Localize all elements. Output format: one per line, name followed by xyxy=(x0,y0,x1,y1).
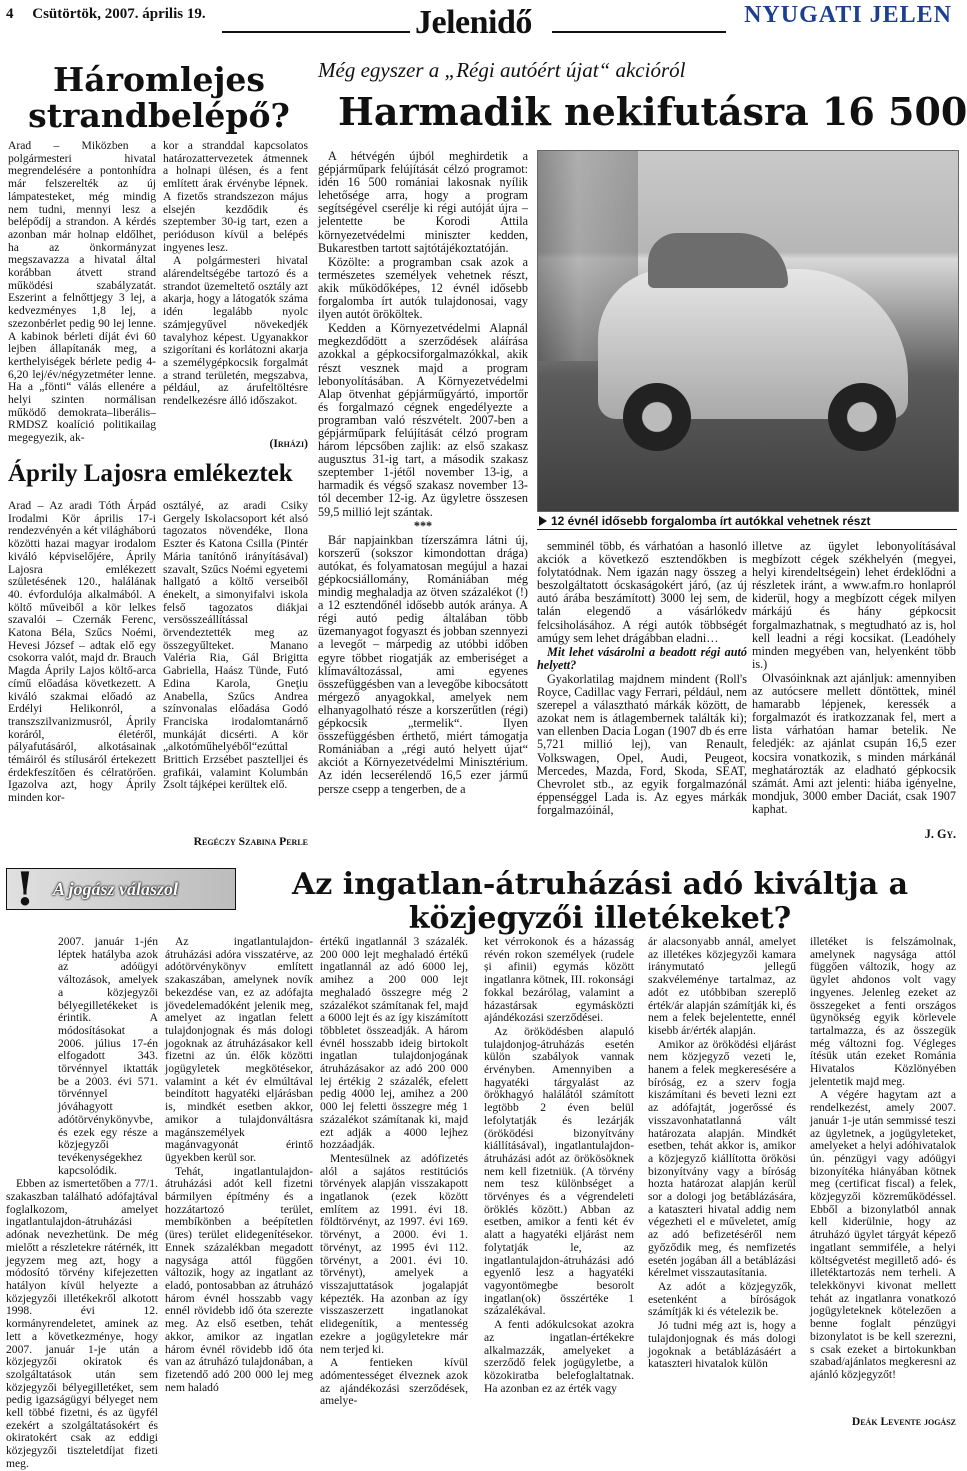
strand-byline: (Irházi) xyxy=(269,437,308,450)
ingatlan-paragraph: Ebben az ismertetőben a 77/1. szakaszban található adófajtával foglalkozom, amelyet ingatlantulajdon-átruházási adónak nevezhetünk. De még mielőtt a részletekre rátérnék, itt jegyzem meg azt, hogy a módosító törvény kifejezetten hatályon kívül helyezte a közjegyzői illetékekről alkotott 1998. évi 12. kormányrendeletet, aminek az lett a következménye, hogy 2007. január 1-je után a közjegyzői okiratok és szolgáltatások után sem közjegyzői bélyegilletéket, sem pedig igazságügyi bélyeget nem kell többé fizetni, és az ügyfél ezekért a szolgáltatásokért és okiratokért csak az eddigi közjegyzői tiszteletdíjat fizeti meg. xyxy=(6,1177,158,1470)
ingatlan-paragraph: A fenti adókulcsokat azokra az ingatlan-értékekre alkalmazzák, amelyeket a szerződő felek jogügyletbe, a közokiratba belefoglaltatnak. Ha azonban ez az érték vagy xyxy=(484,1318,634,1395)
ingatlan-paragraph: A végére hagytam azt a rendelkezést, amely 2007. január 1-je után semmissé teszi az ügyletnek, a jogügyleteket, amelyeket a helyi adóhivatalok ún. pénzügyi vagy adóügyi bizonyítéka hiányában kötnek meg (certificat fiscal) a felek, közjegyzői közreműködéssel. Ebből a bizonylatból annak kell kiderülnie, hogy az átruházó ügylet tárgyát képező ingatlant semmiféle, a helyi költségvetést megillető adó- és illetéktartozás nem terheli. A telekkönyvi kivonat mellett tehát az ingatlanra vonatkozó jogügyleteknek kötelezően a benne foglalt pénzügyi bizonylatot is be kell szerezni, s csak ezeket a birtokunkban szabad/ajánlatos megkeresni az ajánló közjegyzőt! xyxy=(810,1088,956,1381)
ingatlan-column-1 xyxy=(6,935,158,1470)
ingatlan-column-3 xyxy=(320,936,468,1430)
ingatlan-paragraph: Az adót a közjegyzők, esetenként a bíróságok számítják ki és vételezik be. xyxy=(648,1279,796,1319)
photo-car-wheel xyxy=(623,383,691,451)
ingatlan-column-5 xyxy=(648,936,796,1430)
auto-paragraph: illetve az ügylet lebonyolításával megbízott cégek székhelyén (megyei, helyi kirendeltségein) lehet érdeklődni a részletek iránt, a www.afm.ro honlapról kiderül, hogy a megbízott cégek milyen márkájú és hány gépkocsit forgalmazhatnak, s megtudható az is, hol kell leadni a régi kocsikat. (Leadóhely minden megyében van, helyenként több is.) xyxy=(752,539,956,671)
masthead-rule-left xyxy=(222,31,410,33)
ingatlan-column-2 xyxy=(165,936,313,1430)
ingatlan-paragraph: Az öröködésben alapuló tulajdonjog-átruházás esetén külön szabályok vannak érvényben. Amennyiben a hagyatéki tárgyalást az örökhagyó halálától számított legtöbb 2 éven belül lefolytatják és lezárják (öröködési bizonyítvány kiállításával), ingatlantulajdon-átruházási adót az örökösöknek nem kell fizetniük. (A törvény nem tesz különbséget a törvényes és a végrendeleti öröklés között.) Abban az esetben, amikor a fenti két év alatt a hagyatéki eljárást nem folytatják le, az ingatlantulajdon-átruházási adó egyenlő lesz a hagyatéki vagyontömegbe besorolt ingatlan(ok) összértéke 1 százalékával. xyxy=(484,1024,634,1318)
auto-paragraph: A hétvégén újból meghirdetik a gépjárműpark felújítását célzó programot: idén 16 500 romániai lakosnak nyílik lehetősége arra, hogy a program segítségével cserélje ki régi autóját újra – jelentette be Korodi Attila környezetvédelmi miniszter kedden, Bukarestben tartott sajtótájékoztatóján. xyxy=(318,149,528,255)
photo-car-window xyxy=(648,233,788,288)
old-car-photo xyxy=(537,150,959,512)
strand-column-2 xyxy=(163,140,308,440)
auto-paragraph: Bár napjainkban tízerszámra látni új, korszerű (sokszor kimondottan drága) autókat, és folyamatosan megújul a hazai gépkocsiállomány, Romániában még mindig meghaladja az ötven százalékot (!) a 12 esztendőnél idősebb autók aránya. A régi autó pedig általában több üzemanyagot fogyaszt és jobban szennyezi a levegőt – márpedig az utóbbi időben egyre többet riogatják az emberiséget a klímaváltozással, ami egyenes összefüggésben van a levegőbe kibocsátott mérgező anyagokkal, amelyek nem elhanyagolható része a korszerűtlen (régi) gépkocsik „termelik“. Ilyen összefüggésben érthető, miért támogatja Romániában a „régi autó helyett újat“ akciót a Környezetvédelmi Minisztérium. Az idén lecserélendő 16,5 ezer jármű persze csepp a tengerben, de a xyxy=(318,532,528,796)
strand-column-1 xyxy=(8,140,156,455)
strand-byline-box xyxy=(163,438,308,452)
ingatlan-paragraph: Tehát, ingatlantulajdon-átruházási adót kell fizetni bármilyen építmény és a hozzátartozó terület, membíkönben a beépítetlen (üres) terület elidegenítésekor. Ennek százalékban megadott nagysága attól függően változik, hogy az ingatlant az eladó, pontosabban az átruházó három évnél hosszabb vagy ennél rövidebb idő óta szerezte meg. Az első esetben, tehát akkor, amikor az ingatlan három évnél rövidebb idő óta van az átruházó tulajdonában, a fizetendő adó 200 000 lej meg nem haladó xyxy=(165,1164,313,1394)
ingatlan-paragraph: értékű ingatlannál 3 százalék. 200 000 lejt meghaladó értékű ingatlannál az adó 6000 lej, amihez a 200 000 lejt meghaladó összegre még 2 százalékot számítanak fel, majd a 6000 lejt és az így kiszámított többletet összeadják. A három évnél hosszabb ideig birtokolt ingatlan tulajdonjogának átruházásakor az adó 200 000 lej értékig 2 százalék, efelett pedig 4000 lej, amihez a 200 000 lej feletti összegre még 1 százalékot számítanak ki, majd ezt adják a 4000 lejhez hozzáadják. xyxy=(320,935,468,1152)
auto-paragraph: Közölte: a programban csak azok a természetes személyek vehetnek részt, akik működőképes, 12 évnél idősebb forgalomba írt autók tulajdonosai, vagy ilyen autót örököltek. xyxy=(318,254,528,322)
ingatlan-paragraph: Amikor az öröködési eljárást nem közjegyző vezeti le, hanem a felek megkeresésére a bíróság, ez a szerv fogja kiszámítani és beveti lezni ezt az adófajtát, jogerőssé és visszavonhatatlanná vált határozata alapján. Mindkét esetben, tehát akkor is, amikor a közjegyző kiállította örökösi bizonyítvány vagy a bíróság hozta határozat alapján kerül sor a dologi jog betáblázására, a kataszteri hivatal addig nem végezheti el e műveletet, amíg az adó befizetéséről nem győződik meg, és nemfizetés esetén jogában áll a betáblázási kérelmet visszautasítania. xyxy=(648,1037,796,1280)
photo-caption: 12 évnél idősebb forgalomba írt autókkal vehetnek részt xyxy=(537,512,957,530)
photo-car-wheel xyxy=(828,383,896,451)
ingatlan-paragraph: Jó tudni még azt is, hogy a tulajdonjognak és más dologi jogoknak a betáblázásáért a kataszteri hivatalok külön xyxy=(648,1319,796,1371)
auto-byline-box xyxy=(752,828,956,842)
ingatlan-paragraph: Mentesülnek az adófizetés alól a sajátos restitúciós törvények alapján visszakapott ingatlanok (ezek között említem az 1991. évi 18. földtörvényt, az 1997. évi 169. törvényt, a 2000. évi 1. törvényt, az 1995 évi 112. törvényt, a 2001. évi 10. törvényt), amelyek a visszajuttatások jogalapját képezték. Ha azonban az így visszaszerzett ingatlanokat elidegenítik, a mentesség ezekre a jogügyletekre már nem terjed ki. xyxy=(320,1151,468,1356)
auto-paragraph: semminél több, és várhatóan a hasonló akciók a következő esztendőkben is folytatódnak. Nem igazán nagy összeg a beszolgáltatott ócskaságokért járó, (az új autó árába beszámított) 3000 lej sem, de talán elegendő a vásárlókedv felcsiholásához. A régi autók többségét amúgy sem lehet drágábban eladni… xyxy=(537,539,747,645)
auto-column-3 xyxy=(752,540,956,830)
page-number: 4 xyxy=(6,6,14,22)
aprily-paragraph: osztályé, az aradi Csiky Gergely Iskolacsoport két alsó tagozatos növendéke, Ilona Eszter és Katona Csilla (Pintér Mária tanítónő irányításával) szavalt, Szűcs Noémi egyetemi hallgató a költő verseiből énekelt, a simonyifalvi iskola felső tagozatos diákjai versösszeállítással örvendeztették meg az összegyűlteket. Manano Valéria Ria, Gál Brigitta Gabriella, Haász Tünde, Futó Edina Karola, Gneţiu Anabella, Szűcs Andrea színvonalas előadása Godó Franciska irodalomtanárnő munkáját dicsérti. A kör „alkotóműhelyéből“ezúttal Brittich Erzsébet pasztelljei és grafikái, valamint Kolumbán Zsolt tájképei kerültek elő. xyxy=(163,499,308,792)
strand-headline: Háromlejes strandbelépő? xyxy=(28,60,290,135)
ingatlan-headline: Az ingatlan-átruházási adó kiváltja a közjegyzői illetékeket? xyxy=(291,867,909,936)
masthead-rule-right xyxy=(552,31,726,33)
auto-kicker: Még egyszer a „Régi autóért újat“ akcióról xyxy=(318,58,686,82)
ingatlan-byline: Deák Levente jogász xyxy=(851,1415,956,1428)
aprily-headline: Áprily Lajosra emlékeztek xyxy=(8,460,293,487)
issue-date: Csütörtök, 2007. április 19. xyxy=(32,6,206,22)
masthead-date-line xyxy=(6,6,206,23)
ingatlan-paragraph: Az ingatlantulajdon-átruházási adóra visszatérve, az adótörvénykönyv említett szakaszában, amelynek novík bekezdése van, ez az adófajta jövedelemadóként jelenik meg, amelyet az ingatlan felett tulajdonjognak és más dologi jogoknak az átruházásakor kell fizetni az ún. élők közötti jogügyletek megkötésekor, valamint a két év elmúltával beindított hagyatéki eljárásban is, mindkét esetben akkor, amikor a tulajdonváltásra magánszemélyek magánvagyonát érintő ügyekben kerül sor. xyxy=(165,935,313,1164)
auto-byline: J. Gy. xyxy=(924,827,956,841)
aprily-byline-box xyxy=(163,836,308,850)
ingatlan-column-4 xyxy=(484,936,634,1430)
strand-paragraph: kor a stranddal kapcsolatos határozattervezetek átmennek a holnapi ülésen, és a fent említett árak érvénybe lépnek. A fizetős strandszezon május elsején kezdődik és szeptember 30-ig tart, ezen a perióduson kívül a belépés ingyenes lesz. xyxy=(163,139,308,254)
lawyer-answers-label: A jogász válaszol xyxy=(53,879,179,899)
ingatlan-paragraph: illetéket is felszámolnak, amelynek nagysága attól függően változik, hogy az ügylet ahdonos volt vagy ingyenes. Jelenleg ezeket az összegeket a fenti országos ügynökség egyik körlevele tartalmazza, és az összegük még változni fog. Végleges ítésük után ezeket Románia Hivatalos Közlönyében jelentetik majd meg. xyxy=(810,935,956,1088)
ingatlan-paragraph: 2007. január 1-jén léptek hatályba azok az adóügyi változások, amelyek a közjegyzői bélyegilletékeket is érintik. A módosításokat a 2006. július 17-én elfogadott 343. törvénnyel iktatták be a 2003. évi 571. törvénnyel jóváhagyott adótörvénykönyvbe, és ezek egy része a közjegyzői tevékenységekhez kapcsolódik. xyxy=(58,935,158,1177)
aprily-byline: Regéczy Szabina Perle xyxy=(193,835,308,848)
auto-subheading: Mit lehet vásárolni a beadott régi autó helyett? xyxy=(537,644,747,672)
ingatlan-column-6 xyxy=(810,936,956,1414)
ingatlan-byline-box xyxy=(810,1416,956,1429)
auto-column-2 xyxy=(537,540,747,840)
auto-headline: Harmadik nekifutásra 16 500 xyxy=(338,89,967,134)
aprily-column-2 xyxy=(163,500,308,835)
ingatlan-paragraph: ket vérrokonok és a házasság révén rokon személyek (rudele și afinii) egymás között ingatlanra kötnek, III. rokonsági fokkal bezárólag, valamint a házastársak egymásközti ajándékozási szerződései. xyxy=(484,935,634,1025)
exclamation-icon: ! xyxy=(14,862,36,916)
auto-paragraph: Olvasóinknak azt ajánljuk: amennyiben az autócsere mellett döntöttek, minél hamarabb lépjenek, keressék a forgalmazót és iratkozzanak fel, mert a lista várhatóan hamar betelik. Ne feledjék: az ajánlat csupán 16,5 ezer kocsira vonatkozik, s minden márkánál meghatározták az eladható gépkocsik számát. Ami azt jelenti: hiába igényelne, mondjuk, 3000 ember Daciát, csak 1907 kaphat. xyxy=(752,670,956,816)
newspaper-logo xyxy=(744,2,952,29)
logo-text: NYUGATI JELEN xyxy=(744,2,952,28)
auto-column-1 xyxy=(318,150,528,840)
aprily-paragraph: Arad – Az aradi Tóth Árpád Irodalmi Kör április 17-i rendezvényén a két világháború közötti hazai magyar irodalom kiváló képviselőjére, Áprily Lajosra emlékezett születésének 120., halálának 40. évfordulója alkalmából. A költő műveiből a kör lelkes szavalói – Czernák Ferenc, Katona Béla, Szűcs Noémi, Hevesi József – adtak elő egy csokorra valót, majd dr. Brauch Magda Áprily Lajos költő-arca című előadása következett. A kiváló szakmai előadó az Erdélyi Helikonról, a transzszilvanizmusról, Áprily koráról, életéről, pályafutásáról, alkotásainak témáiról és stílusáról értekezett érdekfeszítően és célratörően. Igazolva azt, hogy Áprily minden kor- xyxy=(8,499,156,805)
strand-paragraph: Arad – Miközben a polgármesteri hivatal megrendelésére a pontonhídra már felszerelték az új lámpatesteket, még mindig nem tudni, mennyi lesz a belépődíj a strandon. A kérdés azonban már holnap eldőlhet, ha az önkormányzat megszavazza a hivatal által korábban átvett strand működési szabályzatát. Eszerint a felnőttjegy 3 lej, a kedvezményes 1,8 lej, a szezonbérlet pedig 90 lej lenne. A kabinok bérleti díját évi 60 lejben állapítanák meg, a kerthelyiségek bérlete pedig 4-6,20 lej/év/négyzetméter lenne. Ha a „fönti“ válás ellenére a helyi szinten normálisan működő demokrata–liberális–RMDSZ koalíció politikailag megegyezik, ak- xyxy=(8,139,156,445)
auto-paragraph: Kedden a Környezetvédelmi Alapnál megkezdődött a szerződések aláírása azokkal a gépkocsiforgalmazókkal, akik részt vesznek majd a program lebonyolításában. A Környezetvédelmi Alap ötvenhat gépjárműgyártó, importőr és forgalmazó cégnek engedélyezte a programban való részvételt. 2007-ben a gépjárműpark felújítását célzó program három lépcsőben zajlik: az első szakasz augusztus 31-ig tart, a második szakasz szeptember 1-jétől november 13-ig, a harmadik és végső szakasz november 13-tól december 12-ig. Az ügyletre összesen 59,5 millió lejt szántak. xyxy=(318,321,528,519)
auto-separator: *** xyxy=(413,518,433,533)
section-title: Jelenidő xyxy=(415,4,532,41)
ingatlan-paragraph: ár alacsonyabb annál, amelyet az illetékes közjegyzői kamara iránymutató jellegű szakvéleménye tartalmaz, az adót ez utóbbiban szereplő érték/ár alapján számítják ki, és nem a felek bejelentette, ennél kisebb ár/érték alapján. xyxy=(648,935,796,1037)
lawyer-answers-box xyxy=(6,862,236,916)
ingatlan-paragraph: A fentieken kívül adómentességet élveznek azok az ajándékozási szerződések, amelye- xyxy=(320,1356,468,1408)
strand-paragraph: A polgármesteri hivatal alárendeltségébe tartozó és a strandot üzemeltető osztály azt akarja, hogy a látogatók száma idén legalább nyolc számjegyűvel növekedjék tavalyhoz képest. Ugyanakkor szigorítani és korlátozni akarja a személygépkocsik forgalmát a strand területén, megszabva, például, az árufeltöltésre rendelkezésre álló időszakot. xyxy=(163,254,308,408)
auto-paragraph: Gyakorlatilag majdnem mindent (Roll's Royce, Cadillac vagy Ferrari, például, nem szerepel a választható márkák között, de azokat nem is átlagembernek találták ki); van ellenben Dacia Logan (1907 db és erre 5,721 millió lej), van Renault, Volkswagen, Opel, Audi, Peugeot, Mercedes, Mazda, Ford, Skoda, SEAT, Chevrolet stb., az egyik forgalmazónál éppenséggel Lada is. Az egyes márkák forgalmazóinál, xyxy=(537,671,747,817)
aprily-column-1 xyxy=(8,500,156,850)
